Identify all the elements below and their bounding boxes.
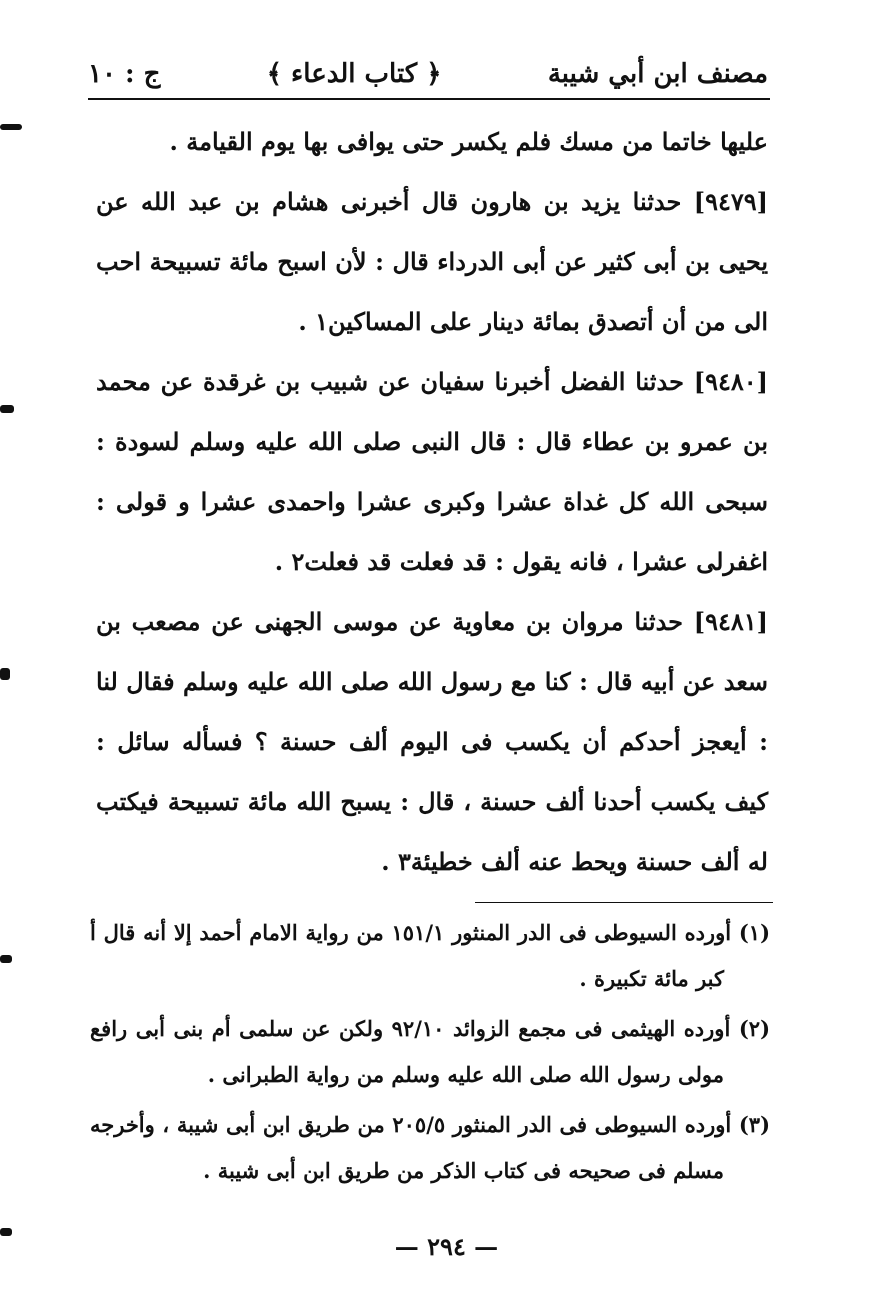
footnote-divider <box>475 902 773 903</box>
scan-artifact <box>0 1228 12 1236</box>
book-title: مصنف ابن أبي شيبة <box>547 59 768 89</box>
running-header <box>88 50 768 98</box>
page-number: — ٢٩٤ — <box>394 1232 499 1261</box>
hadith-9479: [٩٤٧٩] حدثنا يزيد بن هارون قال أخبرنى هشام بن عبد الله عن يحيى بن أبى كثير عن أبى الدرداء قال : لأن اسبح مائة تسبيحة احب الى من أن أتصدق بمائة دينار على المساكين١ . <box>96 187 768 336</box>
scan-artifact <box>0 405 14 413</box>
scan-artifact <box>0 668 10 680</box>
footnote-1: (١) أورده السيوطى فى الدر المنثور ١٥١/١ من رواية الامام أحمد إلا أنه قال أ كبر مائة تكبيرة . <box>90 920 770 991</box>
footnote-3: (٣) أورده السيوطى فى الدر المنثور ٢٠٥/٥ من طريق ابن أبى شيبة ، وأخرجه مسلم فى صحيحه فى كتاب الذكر من طريق ابن أبى شيبة . <box>90 1112 770 1183</box>
chapter-title: ﴿ كتاب الدعاء ﴾ <box>266 59 442 89</box>
footnotes <box>90 910 770 1198</box>
hadith-9480: [٩٤٨٠] حدثنا الفضل أخبرنا سفيان عن شبيب بن غرقدة عن محمد بن عمرو بن عطاء قال : قال النبى صلى الله عليه وسلم لسودة : سبحى الله كل غداة عشرا وكبرى عشرا واحمدى عشرا و قولى : اغفرلى عشرا ، فانه يقول : قد فعلت قد فعلت٢ . <box>96 367 769 576</box>
hadith-9481: [٩٤٨١] حدثنا مروان بن معاوية عن موسى الجهنى عن مصعب بن سعد عن أبيه قال : كنا مع رسول الله صلى الله عليه وسلم فقال لنا : أيعجز أحدكم أن يكسب فى اليوم ألف حسنة ؟ فسأله سائل : كيف يكسب أحدنا ألف حسنة ، قال : يسبح الله مائة تسبيحة فيكتب له ألف حسنة ويحط عنه ألف خطيئة٣ . <box>96 607 768 876</box>
scan-artifact <box>0 955 12 963</box>
paragraph-continuation: عليها خاتما من مسك فلم يكسر حتى يوافى بها يوم القيامة . <box>169 127 768 156</box>
volume-number: ج : ١٠ <box>88 59 161 89</box>
header-divider <box>88 98 770 100</box>
scan-artifact <box>0 124 22 130</box>
footnote-2: (٢) أورده الهيثمى فى مجمع الزوائد ٩٢/١٠ ولكن عن سلمى أم بنى أبى رافع مولى رسول الله صلى الله عليه وسلم من رواية الطبرانى . <box>90 1016 770 1087</box>
main-text <box>96 112 768 892</box>
